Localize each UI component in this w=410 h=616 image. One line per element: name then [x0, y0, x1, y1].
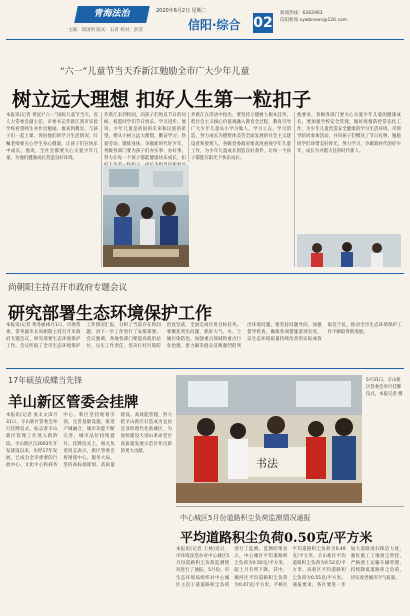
story3-headline: 羊山新区管委会挂牌 [8, 394, 139, 411]
story1-column-3 [191, 112, 291, 268]
section-divider-1 [6, 273, 404, 274]
story3-kicker: 17年硕茧成蝶当先锋 [8, 376, 83, 385]
story2-headline: 研究部署生态环境保护工作 [8, 304, 212, 324]
story3-photo [176, 375, 362, 503]
masthead [6, 4, 404, 40]
story3-body-text: 本报讯(记者 张太文)5月31日，羊山新区管委会举行挂牌仪式，标志着羊山新区管理工作进入新阶段。羊山新区自2003年开发建设以来，历经17年发展，已成为全市重要的行政中心、文化中心和商务中心。新区坚持规划引领，完善基础设施，推进产城融合，城市功能不断完善，城市品位持续提升。挂牌仪式上，相关负责同志表示，新区管委会将围绕中心、服务大局，坚持高标准规划、高质量建设、高效能管理，努力把羊山新区打造成为宜居宜业的现代化新城区，为加快建设大别山革命老区高质量发展示范区作出新的更大贡献。 [6, 413, 172, 469]
story1-small-photo [297, 234, 401, 267]
story4-body [176, 546, 404, 612]
story2-body-text: 本报讯(记者 黄冬丽)6月1日，市委常委、常务副市长尚朝阳主持召开市政府专题会议，研究部署生态环境保护工作。会议听取了全市生态环境保护工作情况汇报，分析了当前存在的问题，对下一步工作进行了安排部署。会议强调，各地各部门要提高政治站位，压实工作责任，坚决打好污染防治攻坚战，全面完成年度目标任务。要聚焦突出问题，抓好大气、水、土壤污染防治，加强重点领域和重点行业治理，着力解决群众反映强烈的突出环境问题。要坚持问题导向，加强督导检查，确保各项措施落到实处，以生态环境质量持续改善的实际成效取信于民，推动全市生态环境保护工作不断取得新进展。 [6, 323, 402, 350]
story4-body-text: 本报讯(记者 王林)近日，市环境攻坚办对中心城区5月份道路积尘负荷监测情况进行了通报。5月份，市生态环境局组织对中心城区主次干道道路积尘负荷进行了监测。监测结果显示，中心城区平均道路积尘负荷为0.50克/平方米，较上月有所下降。其中，浉河区平均道路积尘负荷为0.47克/平方米，平桥区平均道路积尘负荷为0.49克/平方米，羊山新区平均道路积尘负荷为0.52克/平方米，高新区平均道路积尘负荷为0.55克/平方米。通报要求，各区要进一步加大道路清扫保洁力度，强化施工工地扬尘管控，严格渣土运输车辆管理，持续降低道路积尘负荷，切实改善城市空气质量。 [176, 547, 404, 588]
editor-credits: 主编：邱国明 版式：石青 校对：彭清 [68, 28, 143, 33]
story2-body [6, 322, 402, 364]
story4-kicker: 中心城区5月份道路积尘负荷监测情况通报 [180, 514, 311, 522]
story4-headline: 平均道路积尘负荷0.50克/平方米 [180, 531, 373, 546]
contact-phone: 新闻热线：6262963 [280, 11, 323, 16]
ceremony-photo [176, 375, 362, 503]
story2-kicker: 尚朝阳主持召开市政府专题会议 [8, 283, 128, 293]
story3-caption [366, 377, 404, 503]
story1-body-col3: 乔新江在活动中指出，要坚持立德树人根本任务，把社会主义核心价值观融入教育全过程，教育引导广大少年儿童从小学习做人、学习立志、学习创造，努力成长为德智体美劳全面发展的社会主义建设者和接班人。各级党委政府要高度重视少年儿童工作，为少年儿童成长创造良好条件，让每一个孩子都能在阳光下快乐成长。 [191, 113, 291, 161]
issue-date: 2020年6月2日 星期二 [156, 8, 207, 14]
story1-headline: 树立远大理想 扣好人生第一粒扣子 [12, 88, 312, 111]
story3-caption-text: 5月31日，羊山新区管委会举行挂牌仪式。本报记者 摄 [366, 378, 403, 397]
story3-body [6, 412, 172, 610]
contact-email: 信阳新闻 xywbnews@126.com [280, 18, 348, 23]
story1-body-intro: 本报讯(记者 黄星)“六一”国际儿童节当天，省人大常委会副主任、市委书记乔新江到市实验学校看望师生并作出勉励。他来到教室，与孩子们一起上课，询问他们的学习生活情况，叮嘱老师要关心学生身心健康，让孩子们在快乐中成长。他说，全社会都要关心关爱少年儿童，为他们健康成长营造良好环境。 [6, 113, 98, 161]
contact-info [280, 10, 347, 24]
story1-photo [103, 165, 189, 267]
story1-column-4 [297, 112, 401, 232]
story1-body-col4: 他要求，各级各部门要关心关爱少年儿童的健康成长，要加强学校安全管理，做好疫情防控常态化工作，为少年儿童营造安全健康的学习生活环境。市领导陪同参加活动，并向孩子们赠送了节日礼物，勉励同学们珍惜美好时光，努力学习，争做新时代的好少年，成长为可堪大任的时代新人。 [297, 113, 401, 154]
classroom-photo [103, 165, 189, 267]
page-number: 02 [253, 15, 273, 31]
section-divider-3 [176, 506, 404, 507]
story1-column-1 [6, 112, 98, 268]
section-title: 信阳·综合 [188, 18, 241, 32]
story1-column-2 [104, 112, 186, 162]
section-divider-2 [6, 368, 404, 369]
newspaper-logo: 青海法治 [74, 6, 150, 23]
story1-kicker: “六一”儿童节当天乔新江勉励全市广大少年儿童 [60, 67, 250, 77]
svg-text:书法: 书法 [256, 457, 278, 470]
story1-body-col2: 乔新江来到校园，向孩子们致以节日的问候，祝愿同学们节日快乐、学习进步。他说，少年儿童是祖国的未来和民族的希望，要从小树立远大理想，勤奋学习，热爱劳动，锻炼身体，争做新时代好少年。各级各部门要为孩子们办实事、办好事，努力让每一个孩子都能健康快乐成长，扣 [104, 113, 186, 161]
